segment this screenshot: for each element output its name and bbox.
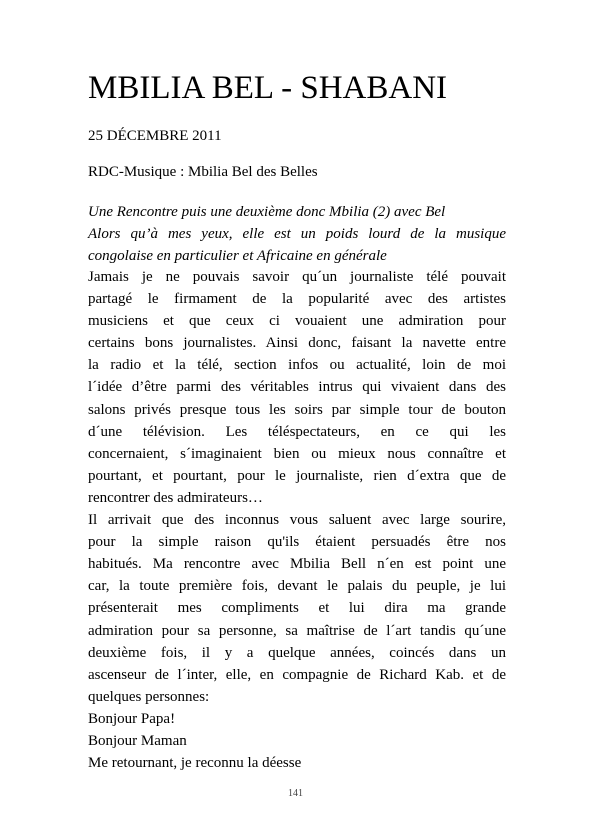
- body-line: Bonjour Papa!: [88, 710, 176, 727]
- body-line: Me retournant, je reconnu la déesse: [88, 755, 302, 772]
- body-line: quelques personnes:: [88, 688, 210, 705]
- body-line: car, la toute première fois, devant le palais du peuple, je lui: [88, 578, 506, 595]
- date-line: 25 DÉCEMBRE 2011: [88, 128, 222, 144]
- body-line: admiration pour sa personne, sa maîtrise de l´art tandis qu´une: [88, 622, 506, 639]
- body-line: ascenseur de l´inter, elle, en compagnie de Richard Kab. et de: [88, 666, 506, 683]
- body-line: deuxième fois, il y a quelque années, coincés dans un: [88, 644, 506, 661]
- intro-line: Une Rencontre puis une deuxième donc Mbilia (2) avec Bel: [88, 204, 446, 220]
- page-number: 141: [288, 788, 303, 799]
- body-line: musiciens et que ceux ci vouaient une admiration pour: [88, 313, 506, 330]
- body-line: Bonjour Maman: [88, 732, 187, 749]
- body-line: rencontrer des admirateurs…: [88, 489, 263, 506]
- intro-block: [88, 201, 506, 267]
- body-line: d´une télévision. Les téléspectateurs, en ce qui les: [88, 423, 506, 440]
- page-title: MBILIA BEL - SHABANI: [88, 70, 448, 106]
- body-line: certains bons journalistes. Ainsi donc, faisant la navette entre: [88, 335, 506, 352]
- body-line: Il arrivait que des inconnus vous saluent avec large sourire,: [88, 512, 506, 529]
- body-line: pourtant, et pourtant, pour le journaliste, rien d´extra que de: [88, 467, 506, 484]
- body-line: habitués. Ma rencontre avec Mbilia Bell n´en est point une: [88, 556, 506, 573]
- body-line: la radio et la télé, section infos ou actualité, loin de moi: [88, 357, 506, 374]
- intro-line: congolaise en particulier et Africaine en générale: [88, 248, 387, 264]
- body-line: pour la simple raison qu'ils étaient persuadés être nos: [88, 534, 506, 551]
- body-text: [88, 266, 506, 774]
- body-line: Jamais je ne pouvais savoir qu´un journaliste télé pouvait: [88, 269, 506, 285]
- body-line: concernaient, s´imaginaient bien ou mieux nous connaître et: [88, 445, 506, 462]
- body-line: présenterait mes compliments et lui dira ma grande: [88, 600, 506, 617]
- body-line: partagé le firmament de la popularité avec des artistes: [88, 291, 506, 308]
- intro-line: Alors qu’à mes yeux, elle est un poids lourd de la musique: [88, 226, 506, 242]
- article-heading: RDC-Musique : Mbilia Bel des Belles: [88, 164, 318, 180]
- body-line: salons privés presque tous les soirs par simple tour de bouton: [88, 401, 506, 418]
- body-line: l´idée d’être parmi des véritables intrus qui vivaient dans des: [88, 379, 506, 396]
